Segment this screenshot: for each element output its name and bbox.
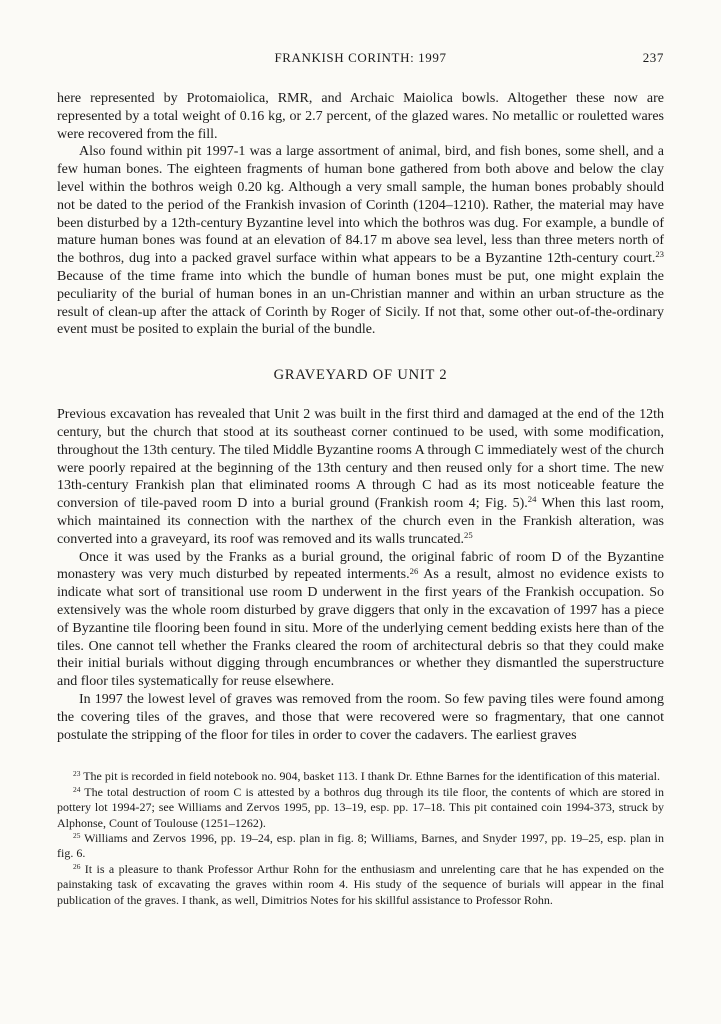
running-header [57,50,664,66]
footnote-marker: 23 [73,769,81,779]
footnote: $^{26}$ It is a pleasure to thank Professor Arthur Rohn for the enthusiasm and unrelenting care that he has expended on the painstaking task of excavating the graves within room 4. His study of the sequence of burials will appear in the final publication of the graves. I thank, as well, Dimitrios Notes for his skillful assistance to Professor Rohn. [57,861,664,907]
section-heading: GRAVEYARD OF UNIT 2 [273,367,448,384]
paragraph: Previous excavation has revealed that Unit 2 was built in the first third and damaged at the end of the 12th century, but the church that stood at its southeast corner continued to be used, with some modification, throughout the 13th century. The tiled Middle Byzantine rooms A through C immediately west of the church were poorly repaired at the beginning of the 13th century and then reused only for a short time. The new 13th-century Frankish plan that eliminated rooms A through C had as its most noticeable feature the conversion of tile-paved room D into a burial ground (Frankish room 4; Fig. 5).$^{24}$ When this last room, which maintained its connection with the narthex of the church even in the Frankish alteration, was converted into a graveyard, its roof was removed and its walls truncated.$^{25}$ [57,407,664,547]
footnote-section [57,769,664,908]
page-number: 237 [642,50,664,65]
footnote: $^{25}$ Williams and Zervos 1996, pp. 19–24, esp. plan in fig. 8; Williams, Barnes, and Snyder 1997, pp. 19–25, esp. plan in fig. 6. [57,830,664,861]
footnote-marker: 26 [73,861,81,871]
footnote-ref: 23 [655,249,664,260]
paragraph: Once it was used by the Franks as a burial ground, the original fabric of room D of the Byzantine monastery was very much disturbed by repeated interments.$^{26}$ As a result, almost no evidence exists to indicate what sort of transitional use room D underwent in the first years of the Frankish occupation. So extensively was the whole room disturbed by grave diggers that only in the excavation of 1997 has a piece of Byzantine tile flooring been found in situ. More of the underlying cement bedding exists here than of the tiles. One cannot tell whether the Franks cleared the room of architectural debris so that they could make their initial burials without digging through encumbrances or whether they dismantled the superstructure and floor tiles systematically for reuse elsewhere. [57,549,664,690]
footnote-ref: 26 [409,565,419,576]
running-head-title: FRANKISH CORINTH: 1997 [274,50,447,65]
footnote: $^{23}$ The pit is recorded in field notebook no. 904, basket 113. I thank Dr. Ethne Barnes for the identification of this material. [73,769,660,784]
article-body [57,90,664,744]
footnote: $^{24}$ The total destruction of room C is attested by a bothros dug through its tile floor, the contents of which are stored in pottery lot 1994-27; see Williams and Zervos 1995, pp. 13–19, esp. pp. 17–18. This pit contained coin 1994-373, struck by Alphonse, Count of Toulouse (1251–1262). [57,784,664,830]
footnote-marker: 24 [73,784,81,794]
footnote-ref: 24 [527,494,537,505]
footnote-ref: 25 [464,529,473,540]
paragraph: Also found within pit 1997-1 was a large assortment of animal, bird, and fish bones, some shell, and a few human bones. The eighteen fragments of human bone gathered from both above and below the clay level within the bothros weigh 0.20 kg. Although a very small sample, the human bones probably should not be dated to the period of the Frankish invasion of Corinth (1204–1210). Rather, the material may have been disturbed by a 12th-century Byzantine level into which the bothros was dug. For example, a bundle of mature human bones was found at an elevation of 84.17 m above sea level, less than three meters north of the bothros, dug into a packed gravel surface within what appears to be a Byzantine 12th-century court.$^{23}$ Because of the time frame into which the bundle of human bones must be put, one might explain the peculiarity of the burial of human bones in an un-Christian manner and within an urban structure as the result of clean-up after the attack of Corinth by Roger of Sicily. If not that, some other out-of-the-ordinary event must be posited to explain the burial of the bundle. [57,144,664,338]
paragraph: In 1997 the lowest level of graves was removed from the room. So few paving tiles were found among the covering tiles of the graves, and those that were recovered were so fragmentary, that one cannot postulate the stripping of the floor for tiles in order to cover the cadavers. The earliest graves [57,691,664,743]
paragraph: here represented by Protomaiolica, RMR, and Archaic Maiolica bowls. Altogether these now are represented by a total weight of 0.16 kg, or 2.7 percent, of the glazed wares. No metallic or rouletted wares were recovered from the fill. [57,91,664,142]
footnote-marker: 25 [73,830,81,840]
